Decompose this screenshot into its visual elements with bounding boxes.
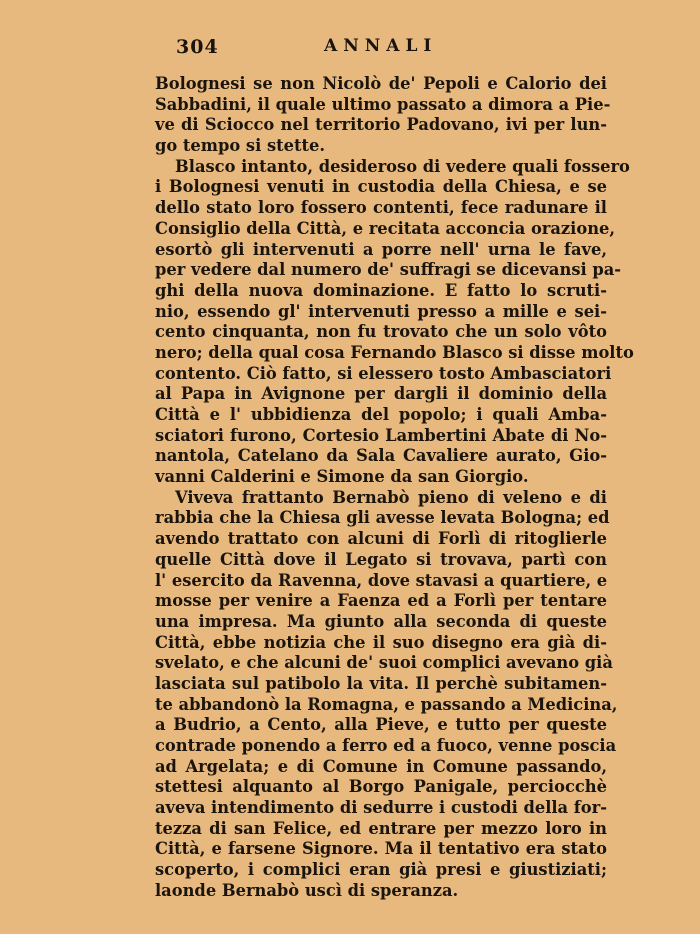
text-line: Sabbadini, il quale ultimo passato a dimora a Pie- xyxy=(155,94,611,114)
text-line: stettesi alquanto al Borgo Panigale, perciocchè xyxy=(155,777,607,797)
text-line: te abbandonò la Romagna, e passando a Medicina, xyxy=(155,694,618,714)
text-line: rabbia che la Chiesa gli avesse levata Bologna; ed xyxy=(155,508,610,528)
text-line: l' esercito da Ravenna, dove stavasi a quartiere, e xyxy=(155,570,608,590)
text-line: lasciata sul patibolo la vita. Il perchè subitamen- xyxy=(155,673,607,693)
running-title: ANNALI xyxy=(324,36,438,56)
paragraph xyxy=(155,156,634,488)
text-line: ghi della nuova dominazione. E fatto lo scruti- xyxy=(155,280,607,300)
text-line: Consiglio della Città, e recitata acconcia orazione, xyxy=(155,218,616,238)
text-line: Viveva frattanto Bernabò pieno di veleno e di xyxy=(175,487,607,507)
text-line: cento cinquanta, non fu trovato che un solo vôto xyxy=(155,322,607,342)
text-line: esortò gli intervenuti a porre nell' urna le fave, xyxy=(155,239,607,259)
text-line: al Papa in Avignone per dargli il dominio della xyxy=(155,384,607,404)
text-line: tezza di san Felice, ed entrare per mezzo loro in xyxy=(155,818,607,838)
text-line: una impresa. Ma giunto alla seconda di queste xyxy=(155,611,607,631)
text-line: svelato, e che alcuni de' suoi complici avevano già xyxy=(155,653,613,673)
text-line: nantola, Catelano da Sala Cavaliere aurato, Gio- xyxy=(155,446,607,466)
text-line: mosse per venire a Faenza ed a Forlì per tentare xyxy=(155,591,607,611)
text-line: a Budrio, a Cento, alla Pieve, e tutto per queste xyxy=(155,715,607,735)
page-header xyxy=(176,36,438,60)
text-line: ve di Sciocco nel territorio Padovano, ivi per lun- xyxy=(155,115,607,135)
text-line: laonde Bernabò uscì di speranza. xyxy=(155,880,459,900)
text-line: quelle Città dove il Legato si trovava, partì con xyxy=(155,549,607,569)
text-line: go tempo si stette. xyxy=(155,136,326,156)
page-number: 304 xyxy=(176,36,219,58)
text-line: dello stato loro fossero contenti, fece radunare il xyxy=(155,198,607,218)
text-line: contrade ponendo a ferro ed a fuoco, venne poscia xyxy=(155,736,617,755)
text-line: nio, essendo gl' intervenuti presso a mille e sei- xyxy=(155,301,607,321)
text-line: Città, ebbe notizia che il suo disegno era già di- xyxy=(155,632,607,652)
text-line: per vedere dal numero de' suffragi se dicevansi pa- xyxy=(155,260,622,280)
text-line: Città, e farsene Signore. Ma il tentativo era stato xyxy=(155,839,607,859)
paragraph xyxy=(155,74,611,157)
text-line: scoperto, i complici eran già presi e giustiziati; xyxy=(155,860,607,880)
text-line: Bolognesi se non Nicolò de' Pepoli e Calorio dei xyxy=(155,74,607,93)
text-line: nero; della qual cosa Fernando Blasco si disse molto xyxy=(155,342,634,362)
text-line: ad Argelata; e di Comune in Comune passando, xyxy=(155,756,607,776)
paragraph xyxy=(155,487,618,902)
body-text xyxy=(155,74,634,902)
text-line: Blasco intanto, desideroso di vedere quali fossero xyxy=(175,156,630,176)
text-line: contento. Ciò fatto, si elessero tosto Ambasciatori xyxy=(155,363,612,383)
text-line: aveva intendimento di sedurre i custodi della for- xyxy=(155,798,607,818)
text-line: vanni Calderini e Simone da san Giorgio. xyxy=(155,467,529,487)
text-line: sciatori furono, Cortesio Lambertini Abate di No- xyxy=(155,425,607,445)
text-line: i Bolognesi venuti in custodia della Chiesa, e se xyxy=(155,177,607,197)
text-line: Città e l' ubbidienza del popolo; i quali Amba- xyxy=(155,405,607,424)
text-line: avendo trattato con alcuni di Forlì di ritoglierle xyxy=(155,529,607,549)
